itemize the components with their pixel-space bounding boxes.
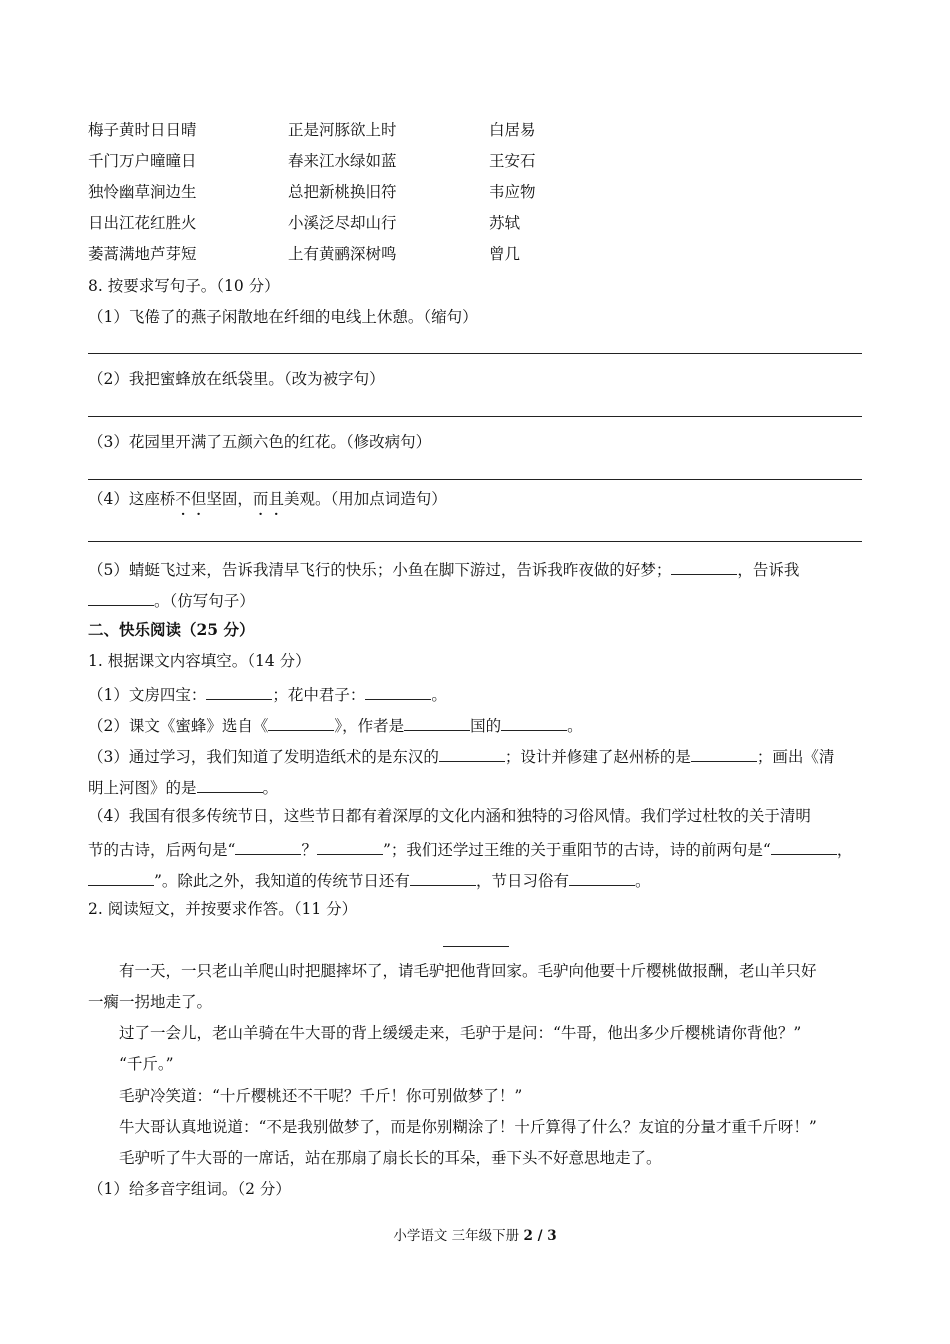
fill-blank[interactable] bbox=[691, 743, 757, 762]
s2-question-1-title: 1. 根据课文内容填空。（14 分） bbox=[88, 652, 311, 670]
passage-paragraph-6: 毛驴听了牛大哥的一席话，站在那扇了扇长长的耳朵，垂下头不好意思地走了。 bbox=[119, 1149, 662, 1167]
fill-blank[interactable] bbox=[569, 867, 635, 886]
q8-sentence-4 bbox=[88, 488, 447, 510]
poet-name: 白居易 bbox=[489, 121, 536, 139]
poet-name: 苏轼 bbox=[489, 214, 521, 232]
s2-q1-item-4-line2 bbox=[88, 836, 852, 861]
page-number: 2 / 3 bbox=[523, 1228, 557, 1244]
fill-blank[interactable] bbox=[88, 587, 154, 606]
dotted-char: 但 bbox=[190, 490, 207, 508]
passage-paragraph-4: 毛驴冷笑道：“十斤樱桃还不干呢？千斤！你可别做梦了！” bbox=[119, 1087, 523, 1105]
q1-2-text: （2）课文《蜜蜂》选自《 bbox=[88, 717, 269, 735]
q1-4-text: ”。除此之外，我知道的传统节日还有 bbox=[154, 872, 410, 890]
s2-question-2-title: 2. 阅读短文，并按要求作答。（11 分） bbox=[88, 900, 358, 918]
answer-line-4[interactable] bbox=[88, 541, 862, 542]
q1-4-text: ， bbox=[836, 841, 853, 859]
q8-sentence-5-cont bbox=[88, 587, 255, 612]
q1-2-text: 》，作者是 bbox=[334, 717, 405, 735]
poem-line-right: 正是河豚欲上时 bbox=[288, 121, 397, 139]
page-footer bbox=[0, 1224, 950, 1244]
s4-text: 坚固， bbox=[206, 490, 253, 508]
fill-blank[interactable] bbox=[410, 867, 476, 886]
poem-line-left: 独怜幽草涧边生 bbox=[88, 183, 197, 201]
poet-name: 曾几 bbox=[489, 245, 521, 263]
s2-q1-item-4: （4）我国有很多传统节日，这些节日都有着深厚的文化内涵和独特的习俗风情。我们学过杜牧的关于清明 bbox=[88, 807, 811, 825]
q8-sentence-1: （1）飞倦了的燕子闲散地在纤细的电线上休憩。（缩句） bbox=[88, 308, 478, 326]
fill-blank[interactable] bbox=[404, 712, 470, 731]
q1-3-text: 。 bbox=[262, 779, 279, 797]
s2-q2-item-1: （1）给多音字组词。（2 分） bbox=[88, 1180, 291, 1198]
poem-line-left: 梅子黄时日日晴 bbox=[88, 121, 197, 139]
q1-1-text: （1）文房四宝： bbox=[88, 686, 207, 704]
q1-2-text: 。 bbox=[567, 717, 583, 735]
fill-blank[interactable] bbox=[501, 712, 567, 731]
fill-blank[interactable] bbox=[235, 836, 301, 855]
q1-4-text: ，节日习俗有 bbox=[475, 872, 569, 890]
fill-blank[interactable] bbox=[365, 681, 431, 700]
poem-row bbox=[88, 243, 688, 265]
poem-line-right: 小溪泛尽却山行 bbox=[288, 214, 397, 232]
fill-blank[interactable] bbox=[88, 867, 154, 886]
poem-row bbox=[88, 212, 688, 234]
passage-paragraph-1: 有一天，一只老山羊爬山时把腿摔坏了，请毛驴把他背回家。毛驴向他要十斤樱桃做报酬，老山羊只好 bbox=[119, 962, 817, 980]
passage-paragraph-3: “千斤。” bbox=[119, 1055, 174, 1073]
q1-2-text: 国的 bbox=[470, 717, 502, 735]
s5-text: 。（仿写句子） bbox=[154, 592, 255, 610]
s4-text: （4）这座桥 bbox=[88, 490, 176, 508]
s2-q1-item-3 bbox=[88, 743, 834, 768]
q1-1-text: ；花中君子： bbox=[272, 686, 366, 704]
section-2-heading: 二、快乐阅读（25 分） bbox=[88, 620, 255, 639]
fill-blank[interactable] bbox=[268, 712, 334, 731]
q1-4-text: ”；我们还学过王维的关于重阳节的古诗，诗的前两句是“ bbox=[382, 841, 771, 859]
s2-q1-item-2 bbox=[88, 712, 583, 737]
poem-row bbox=[88, 119, 688, 141]
poem-line-right: 总把新桃换旧符 bbox=[288, 183, 397, 201]
dotted-char: 且 bbox=[268, 490, 284, 508]
answer-line-3[interactable] bbox=[88, 479, 862, 480]
s5-text: （5）蜻蜓飞过来，告诉我清早飞行的快乐；小鱼在脚下游过，告诉我昨夜做的好梦； bbox=[88, 561, 672, 579]
poet-name: 韦应物 bbox=[489, 183, 536, 201]
q1-3-text: 明上河图》的是 bbox=[88, 779, 197, 797]
dotted-char: 而 bbox=[252, 490, 269, 508]
poem-line-right: 春来江水绿如蓝 bbox=[288, 152, 397, 170]
poem-line-left: 日出江花红胜火 bbox=[88, 214, 197, 232]
fill-blank[interactable] bbox=[206, 681, 272, 700]
q1-3-text: ；设计并修建了赵州桥的是 bbox=[504, 748, 691, 766]
fill-blank[interactable] bbox=[671, 556, 737, 575]
fill-blank[interactable] bbox=[317, 836, 383, 855]
fill-blank[interactable] bbox=[771, 836, 837, 855]
fill-blank[interactable] bbox=[197, 774, 263, 793]
poem-row bbox=[88, 150, 688, 172]
fill-blank[interactable] bbox=[439, 743, 505, 762]
q1-4-text: 。 bbox=[634, 872, 651, 890]
s2-q1-item-4-line3 bbox=[88, 867, 650, 892]
q1-4-text: ？ bbox=[301, 841, 317, 859]
q8-sentence-3: （3）花园里开满了五颜六色的红花。（修改病句） bbox=[88, 433, 432, 451]
passage-title-blank[interactable] bbox=[443, 946, 509, 947]
s2-q1-item-1 bbox=[88, 681, 447, 706]
q1-4-text: 节的古诗，后两句是“ bbox=[88, 841, 236, 859]
passage-paragraph-5: 牛大哥认真地说道：“不是我别做梦了，而是你别糊涂了！十斤算得了什么？友谊的分量才重千斤呀！” bbox=[119, 1118, 817, 1136]
question-8-title: 8. 按要求写句子。（10 分） bbox=[88, 277, 280, 295]
s4-text: 美观。（用加点词造句） bbox=[283, 490, 447, 508]
s2-q1-item-3-cont bbox=[88, 774, 278, 799]
q8-sentence-5 bbox=[88, 556, 799, 581]
q1-3-text: ；画出《清 bbox=[756, 748, 835, 766]
q1-1-text: 。 bbox=[431, 686, 447, 704]
passage-paragraph-2: 过了一会儿，老山羊骑在牛大哥的背上缓缓走来，毛驴于是问：“牛哥，他出多少斤樱桃请你背他？” bbox=[119, 1024, 802, 1042]
poem-row bbox=[88, 181, 688, 203]
footer-label: 小学语文 三年级下册 bbox=[393, 1228, 524, 1244]
poem-line-left: 千门万户曈曈日 bbox=[88, 152, 197, 170]
dotted-char: 不 bbox=[175, 490, 191, 508]
poem-line-left: 萎蒿满地芦芽短 bbox=[88, 245, 197, 263]
answer-line-2[interactable] bbox=[88, 416, 862, 417]
poem-line-right: 上有黄鹂深树鸣 bbox=[288, 245, 397, 263]
s5-text: ，告诉我 bbox=[737, 561, 800, 579]
q1-3-text: （3）通过学习，我们知道了发明造纸术的是东汉的 bbox=[88, 748, 439, 766]
q8-sentence-2: （2）我把蜜蜂放在纸袋里。（改为被字句） bbox=[88, 370, 385, 388]
poet-name: 王安石 bbox=[489, 152, 536, 170]
passage-paragraph-1-cont: 一瘸一拐地走了。 bbox=[88, 993, 213, 1011]
answer-line-1[interactable] bbox=[88, 353, 862, 354]
